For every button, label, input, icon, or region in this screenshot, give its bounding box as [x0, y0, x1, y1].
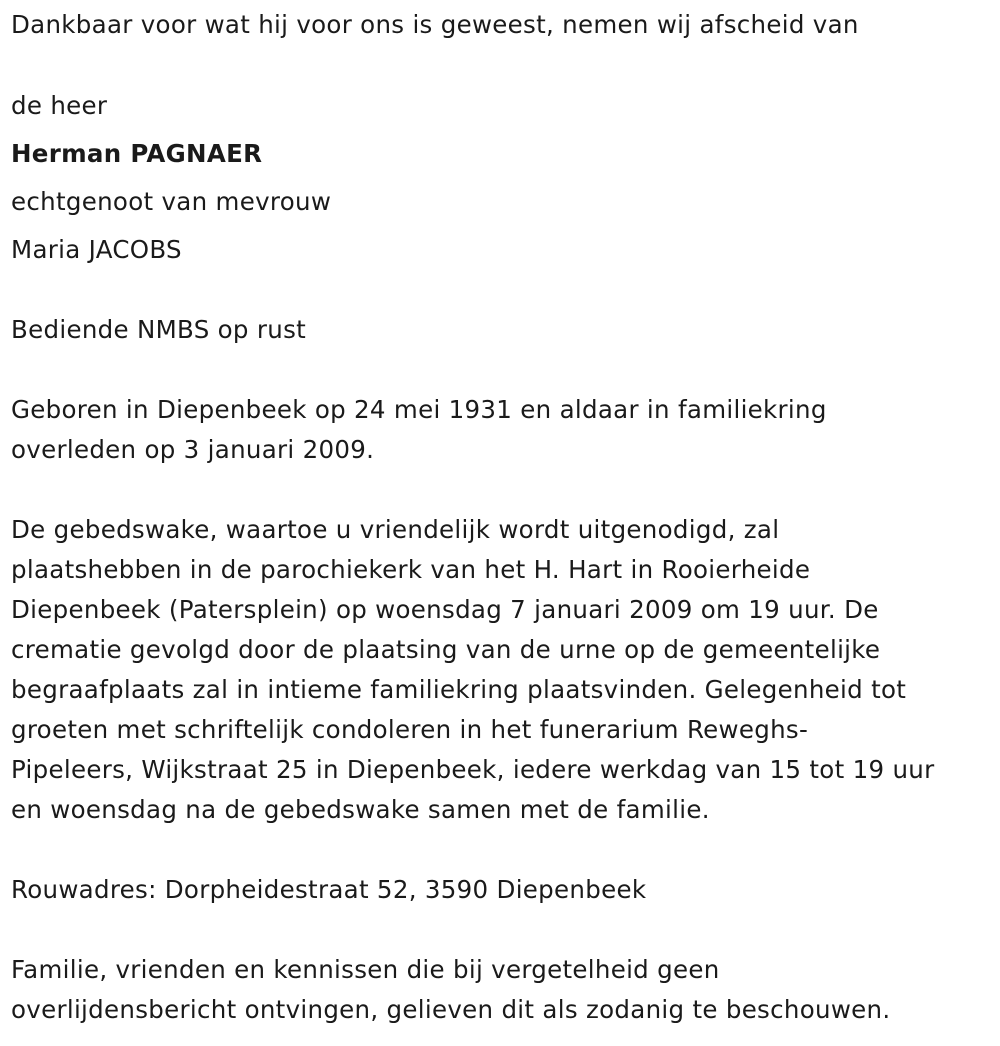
- birth-death-line: Geboren in Diepenbeek op 24 mei 1931 en aldaar in familiekring: [11, 395, 827, 424]
- ceremony-line: begraafplaats zal in intieme familiekring plaatsvinden. Gelegenheid tot: [11, 675, 907, 704]
- ceremony-line: Diepenbeek (Patersplein) op woensdag 7 januari 2009 om 19 uur. De: [11, 595, 879, 624]
- ceremony-line: plaatshebben in de parochiekerk van het H. Hart in Rooierheide: [11, 555, 811, 584]
- birth-death-line: overleden op 3 januari 2009.: [11, 435, 375, 464]
- closing-line: Familie, vrienden en kennissen die bij vergetelheid geen: [11, 955, 720, 984]
- ceremony-line: Pipeleers, Wijkstraat 25 in Diepenbeek, iedere werkdag van 15 tot 19 uur: [11, 755, 935, 784]
- salutation: de heer: [11, 91, 108, 120]
- mourning-address: Rouwadres: Dorpheidestraat 52, 3590 Diepenbeek: [11, 875, 647, 904]
- occupation: Bediende NMBS op rust: [11, 315, 307, 344]
- ceremony-line: De gebedswake, waartoe u vriendelijk wordt uitgenodigd, zal: [11, 515, 780, 544]
- closing-line: overlijdensbericht ontvingen, gelieven dit als zodanig te beschouwen.: [11, 995, 891, 1024]
- ceremony-line: en woensdag na de gebedswake samen met de familie.: [11, 795, 710, 824]
- intro-text: Dankbaar voor wat hij voor ons is geweest, nemen wij afscheid van: [11, 10, 859, 39]
- spouse-label: echtgenoot van mevrouw: [11, 187, 332, 216]
- ceremony-line: groeten met schriftelijk condoleren in het funerarium Reweghs-: [11, 715, 809, 744]
- deceased-name: Herman PAGNAER: [11, 139, 263, 168]
- spouse-name: Maria JACOBS: [11, 235, 182, 264]
- ceremony-line: crematie gevolgd door de plaatsing van de urne op de gemeentelijke: [11, 635, 881, 664]
